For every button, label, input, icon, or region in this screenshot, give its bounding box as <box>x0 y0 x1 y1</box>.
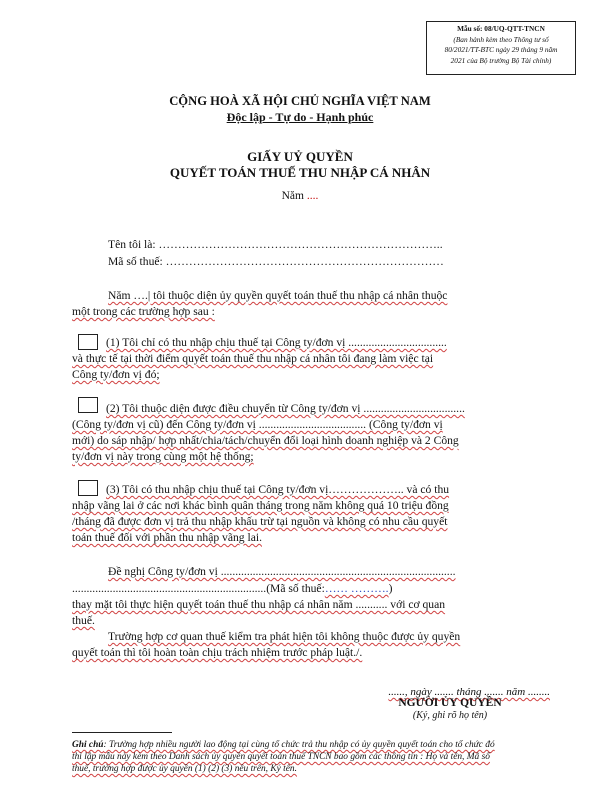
request-tax-code-label: ...................................................................(Mã số thuế: <box>72 582 325 595</box>
national-motto: Độc lập - Tự do - Hạnh phúc <box>226 110 374 124</box>
form-note-line-1: (Ban hành kèm theo Thông tư số <box>453 34 549 44</box>
request-line-4: thuế. <box>72 614 95 627</box>
option-1-line-1: (1) Tôi chỉ có thu nhập chịu thuế tại Công ty/đơn vị .................................. <box>106 336 447 349</box>
national-title: CỘNG HOÀ XÃ HỘI CHỦ NGHĨA VIỆT NAM <box>169 94 431 108</box>
signature-hint: (Ký, ghi rõ họ tên) <box>412 710 488 721</box>
footnote-line-2: thì lập mẫu này kèm theo Danh sách ủy quyền quyết toán thuế TNCN bao gồm các thông tin : Họ và tên, Mã số <box>72 752 490 762</box>
request-line-3: thay mặt tôi thực hiện quyết toán thuế thu nhập cá nhân năm ........... với cơ quan <box>72 598 446 611</box>
form-note-line-2: 80/2021/TT-BTC ngày 29 tháng 9 năm <box>444 45 558 55</box>
request-tax-code-value[interactable]: …… ………. <box>324 582 389 595</box>
tax-code-field[interactable]: Mã số thuế: ……………………………………………………………… <box>108 255 444 268</box>
option-2-checkbox[interactable] <box>78 397 98 413</box>
form-code-box <box>426 21 576 75</box>
footnote-line-3: thuế, trường hợp được ủy quyền (1) (2) (3) nêu trên, Ký tên. <box>72 764 297 774</box>
option-2-line-4: ty/đơn vị này trong cùng một hệ thống; <box>72 450 254 463</box>
footnote-label: Ghi chú <box>72 740 104 750</box>
option-3-line-3: /tháng đã được đơn vị trả thu nhập khấu trừ tại nguồn và không có nhu cầu quyết <box>72 515 448 528</box>
form-note-line-3: 2021 của Bộ trưởng Bộ Tài chính) <box>450 55 552 65</box>
footnote-text-1: : Trường hợp nhiều người lao động tại cùng tổ chức trả thu nhập có ủy quyền quyết toán cho tổ chức đó <box>103 740 495 750</box>
document-title: GIẤY UỶ QUYỀN <box>247 149 353 164</box>
option-2-line-2: (Công ty/đơn vị cũ) đến Công ty/đơn vị ..................................... (Công ty/đơn vị <box>72 418 443 431</box>
document-subtitle: QUYẾT TOÁN THUẾ THU NHẬP CÁ NHÂN <box>169 165 431 180</box>
form-code: Mẫu số: 08/UQ-QTT-TNCN <box>457 24 545 33</box>
footnote-line-1 <box>72 740 495 750</box>
footnote-divider <box>72 732 172 733</box>
option-3-line-1: (3) Tôi có thu nhập chịu thuế tại Công ty/đơn vị……………….. và có thu <box>106 483 450 496</box>
option-2-line-3: mới) do sáp nhập/ hợp nhất/chia/tách/chuyển đổi loại hình doanh nghiệp và 2 Công <box>72 434 459 447</box>
year-line <box>0 190 600 202</box>
option-1-line-3: Công ty/đơn vị đó; <box>72 368 160 381</box>
request-tax-code-close: ) <box>388 582 393 595</box>
signature-title: NGƯỜI ỦY QUYỀN <box>398 697 502 709</box>
intro-line-2: một trong các trường hợp sau : <box>72 305 215 318</box>
signature-date-line[interactable]: ......, ngày ....... tháng ....... năm ........ <box>388 686 550 698</box>
option-3-line-4: toán thuế đối với phần thu nhập vãng lai. <box>72 531 262 544</box>
option-1-checkbox[interactable] <box>78 334 98 350</box>
intro-line-1: Năm ….| tôi thuộc diện ủy quyền quyết toán thuế thu nhập cá nhân thuộc <box>108 289 448 302</box>
request-line-5: Trường hợp cơ quan thuế kiểm tra phát hiện tôi không thuộc được ủy quyền <box>108 630 461 643</box>
option-3-checkbox[interactable] <box>78 480 98 496</box>
option-3-line-2: nhập vãng lai ở các nơi khác bình quân tháng trong năm không quá 10 triệu đồng <box>72 499 449 512</box>
year-label: Năm <box>281 190 304 202</box>
request-line-6: quyết toán thì tôi hoàn toàn chịu trách nhiệm trước pháp luật./. <box>72 646 363 659</box>
option-2-line-1: (2) Tôi thuộc diện được điều chuyển từ Công ty/đơn vị ................................... <box>106 402 465 415</box>
request-line-1: Đề nghị Công ty/đơn vị ................................................................................. <box>108 565 456 578</box>
request-line-2 <box>72 582 392 595</box>
year-dots: .... <box>306 190 319 202</box>
name-field[interactable]: Tên tôi là: ……………………………………………………………….. <box>108 238 443 251</box>
option-1-line-2: và thực tế tại thời điểm quyết toán thuế thu nhập cá nhân tôi đang làm việc tại <box>72 352 434 365</box>
